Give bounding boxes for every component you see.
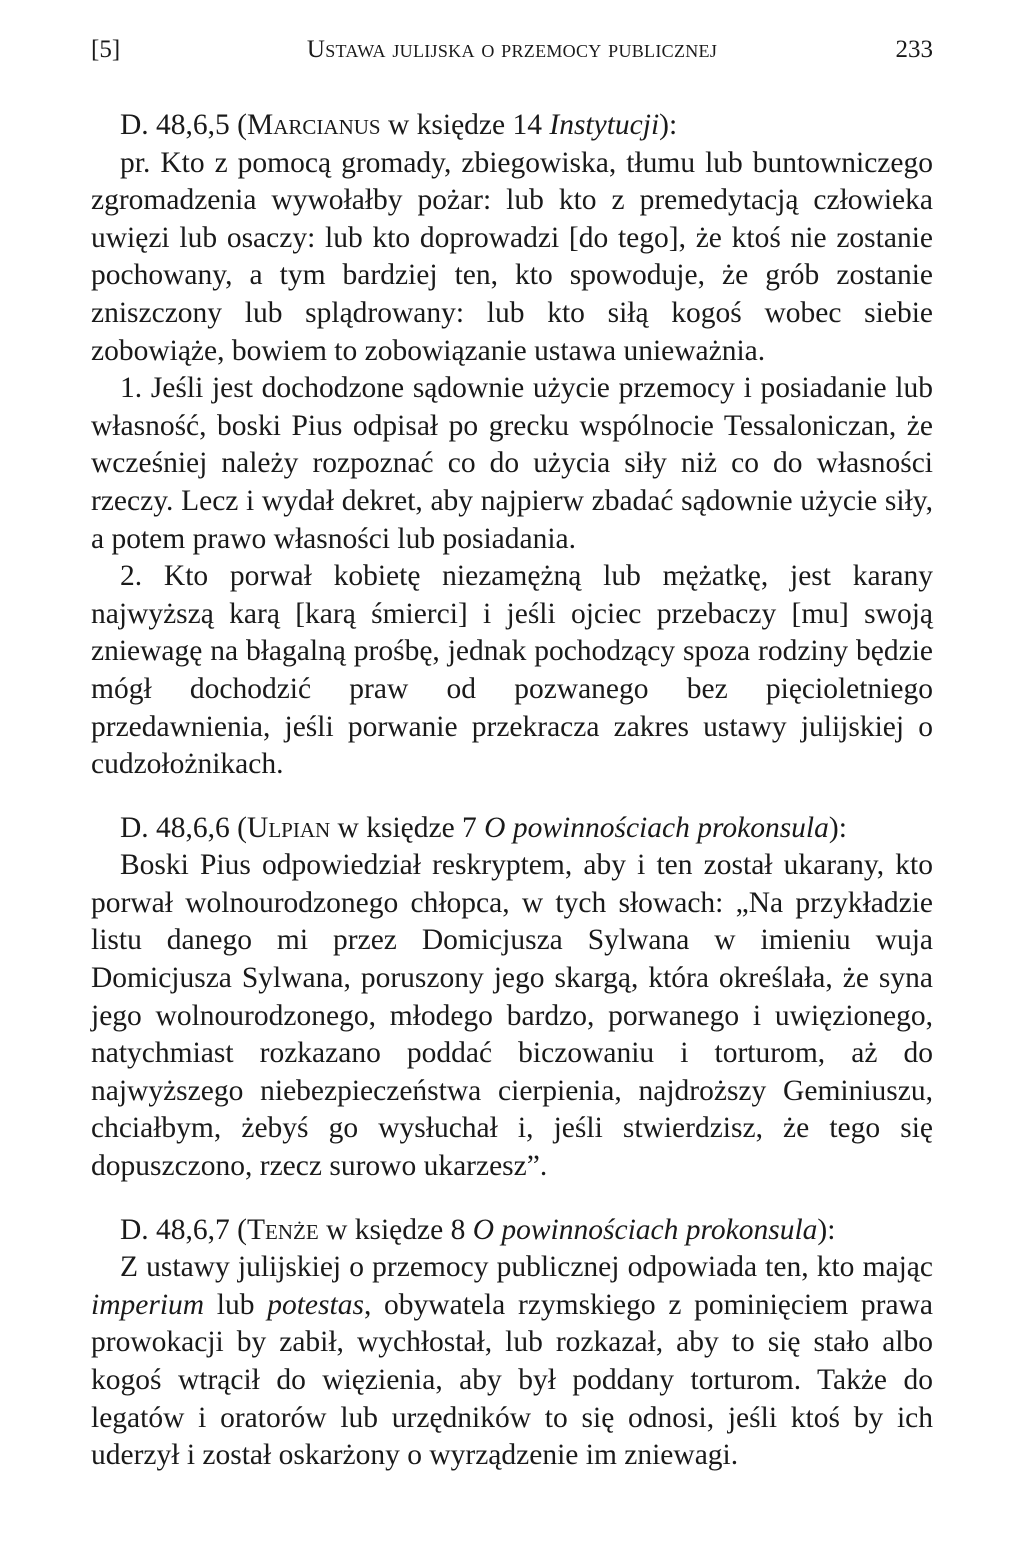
fragment-d-48-6-7 bbox=[91, 1212, 933, 1475]
paragraph-text: , obywatela rzymskiego z pominięciem prawa prowokacji by zabił, wychłostał, lub rozkazał, aby to się stało albo kogoś wtrącił do więzienia, aby był poddany torturom. Także do legatów i oratorów lub urzędników to się odnosi, jeśli ktoś by ich uderzył i został oskarżony o wyrządzenie im zniewagi. bbox=[91, 1288, 933, 1472]
page-body bbox=[91, 107, 933, 1475]
fragment-d-48-6-6 bbox=[91, 810, 933, 1186]
fragment-heading bbox=[91, 810, 933, 848]
fragment-author: Marcianus bbox=[247, 109, 381, 141]
fragment-heading-close: ): bbox=[828, 811, 847, 844]
fragment-reference: D. 48,6,5 ( bbox=[120, 109, 248, 141]
fragment-paragraph: pr. Kto z pomocą gromady, zbiegowiska, tłumu lub buntowniczego zgromadzenia wywołałby pożar: lub kto z premedytacją człowieka uwięzi lub osaczy: lub kto doprowadzi [do tego], że ktoś nie zostanie pochowany, a tym bardziej ten, kto spowoduje, że grób zostanie zniszczony lub splądrowany: lub kto siłą kogoś wobec siebie zobowiąże, bowiem to zobowiązanie ustawa unieważnia. bbox=[91, 146, 933, 367]
fragment-paragraph: 1. Jeśli jest dochodzone sądownie użycie przemocy i posiadanie lub własność, boski Pius odpisał po grecku wspólnocie Tessaloniczan, że wcześniej należy rozpoznać co do użycia siły niż co do własności rzeczy. Lecz i wydał dekret, aby najpierw zbadać sądownie użycie siły, a potem prawo własności lub posiadania. bbox=[91, 372, 933, 555]
paragraph-text: Z ustawy julijskiej o przemocy publicznej odpowiada ten, kto mając bbox=[120, 1251, 933, 1284]
fragment-work-title: O powinnościach prokonsula bbox=[484, 811, 829, 844]
fragment-author: Tenże bbox=[247, 1213, 319, 1246]
fragment-reference: D. 48,6,7 ( bbox=[120, 1213, 248, 1246]
fragment-book: w księdze 14 bbox=[380, 109, 550, 141]
fragment-paragraph: 2. Kto porwał kobietę niezamężną lub mężatkę, jest karany najwyższą karą [karą śmierci] i jeśli ojciec przebaczy [mu] swoją zniewagę na błagalną prośbę, jednak pochodzący spoza rodziny będzie mógł dochodzić praw od pozwanego bez pięcioletniego przedawnienia, jeśli porwanie przekracza zakres ustawy julijskiej o cudzołożnikach. bbox=[91, 560, 933, 781]
fragment-paragraph bbox=[91, 1249, 933, 1475]
running-title: Ustawa julijska o przemocy publicznej bbox=[306, 36, 718, 63]
fragment-heading bbox=[91, 107, 933, 145]
fragment-d-48-6-5 bbox=[91, 107, 933, 784]
section-number: [5] bbox=[91, 36, 121, 63]
fragment-book: w księdze 8 bbox=[318, 1213, 473, 1246]
fragment-heading-close: ): bbox=[817, 1213, 836, 1246]
fragment-reference: D. 48,6,6 ( bbox=[120, 811, 248, 844]
running-header bbox=[91, 32, 933, 68]
fragment-work-title: O powinnościach prokonsula bbox=[472, 1213, 818, 1246]
fragment-paragraph: Boski Pius odpowiedział reskryptem, aby i ten został ukarany, kto porwał wolnourodzonego chłopca, w tych słowach: „Na przykładzie listu danego mi przez Domicjusza Sylwana w imieniu wuja Domicjusza Sylwana, poruszony jego skargą, która określała, że syna jego wolnourodzonego, młodego bardzo, porwanego i uwięzionego, natychmiast rozkazano poddać biczowaniu i torturom, aż do najwyższego niebezpieczeństwa cierpienia, najdroższy Geminiuszu, chciałbym, żebyś go wysłuchał i, jeśli stwierdzisz, że tego się dopuszczono, rzecz surowo ukarzesz”. bbox=[91, 849, 933, 1183]
fragment-book: w księdze 7 bbox=[330, 811, 485, 844]
latin-term: imperium bbox=[91, 1288, 205, 1321]
fragment-author: Ulpian bbox=[247, 811, 331, 844]
latin-term: potestas bbox=[267, 1288, 364, 1321]
fragment-heading-close: ): bbox=[659, 109, 678, 141]
page-number: 233 bbox=[895, 36, 933, 63]
paragraph-text: lub bbox=[204, 1288, 268, 1321]
fragment-heading bbox=[91, 1212, 933, 1250]
fragment-work-title: Instytucji bbox=[549, 109, 660, 141]
